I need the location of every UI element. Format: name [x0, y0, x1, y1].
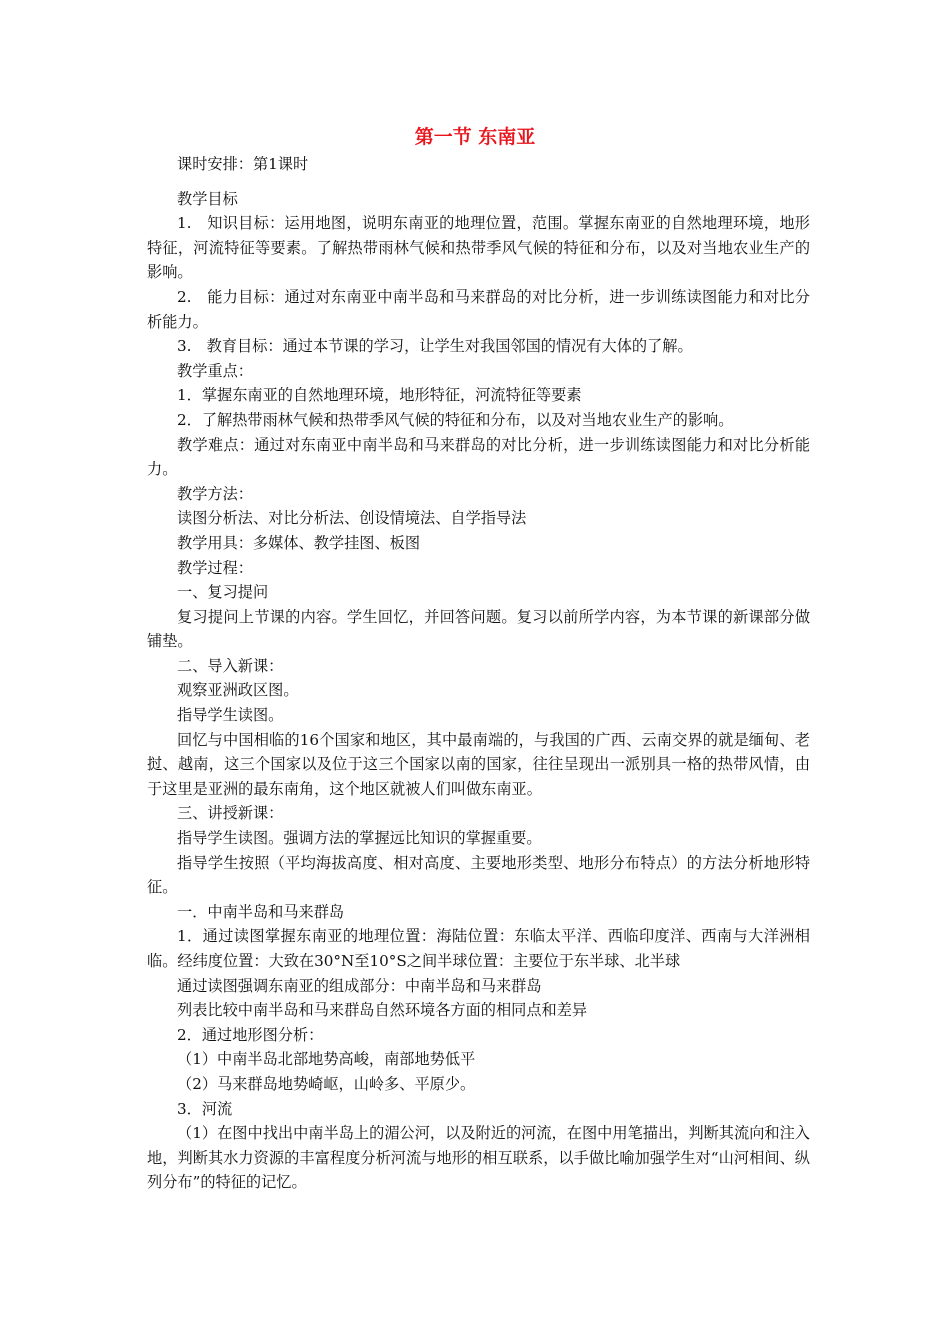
- paragraph: 教学重点：: [177, 361, 253, 380]
- paragraph: 列表比较中南半岛和马来群岛自然环境各方面的相同点和差异: [177, 1001, 588, 1020]
- paragraph: 三、讲授新课：: [177, 804, 284, 823]
- paragraph: 指导学生按照（平均海拔高度、相对高度、主要地形类型、地形分布特点）的方法分析地形特征。: [147, 853, 810, 897]
- paragraph: 一．中南半岛和马来群岛: [177, 902, 345, 921]
- paragraph: （2）马来群岛地势崎岖，山岭多、平原少。: [177, 1074, 476, 1093]
- paragraph: 1. 知识目标：运用地图，说明东南亚的地理位置，范围。掌握东南亚的自然地理环境，地形特征，河流特征等要素。了解热带雨林气候和热带季风气候的特征和分布，以及对当地农业生产的影响。: [147, 214, 810, 282]
- paragraph: 教学方法：: [177, 484, 253, 503]
- paragraph: 二、导入新课：: [177, 656, 284, 675]
- paragraph: 读图分析法、对比分析法、创设情境法、自学指导法: [177, 509, 527, 528]
- paragraph: 1．通过读图掌握东南亚的地理位置：海陆位置：东临太平洋、西临印度洋、西南与大洋洲相临。经纬度位置：大致在30°N至10°S之间半球位置：主要位于东半球、北半球: [147, 927, 810, 970]
- paragraph: 教学过程：: [177, 558, 253, 577]
- paragraph: 观察亚洲政区图。: [177, 681, 299, 700]
- paragraph: 3．河流: [177, 1099, 233, 1118]
- paragraph: 回忆与中国相临的16个国家和地区，其中最南端的，与我国的广西、云南交界的就是缅甸、老挝、越南，这三个国家以及位于这三个国家以南的国家，往往呈现出一派别具一格的热带风情，由于这里是亚洲的最东南角，这个地区就被人们叫做东南亚。: [147, 730, 810, 798]
- paragraph: 通过读图强调东南亚的组成部分：中南半岛和马来群岛: [177, 976, 542, 995]
- paragraph: 3. 教育目标：通过本节课的学习，让学生对我国邻国的情况有大体的了解。: [177, 337, 693, 356]
- document-body: [147, 152, 810, 1195]
- paragraph: （1）在图中找出中南半岛上的湄公河，以及附近的河流，在图中用笔描出，判断其流向和注入地，判断其水力资源的丰富程度分析河流与地形的相互联系，以手做比喻加强学生对“山河相间、纵列分布”的特征的记忆。: [147, 1124, 810, 1192]
- page-title: 第一节 东南亚: [414, 126, 536, 148]
- paragraph: 教学目标: [177, 189, 238, 208]
- paragraph: 2. 能力目标：通过对东南亚中南半岛和马来群岛的对比分析，进一步训练读图能力和对比分析能力。: [147, 287, 810, 331]
- paragraph: 教学难点：通过对东南亚中南半岛和马来群岛的对比分析，进一步训练读图能力和对比分析能力。: [147, 435, 810, 479]
- paragraph: 1．掌握东南亚的自然地理环境，地形特征，河流特征等要素: [177, 386, 582, 405]
- paragraph: 2．通过地形图分析：: [177, 1025, 324, 1044]
- paragraph: 2．了解热带雨林气候和热带季风气候的特征和分布，以及对当地农业生产的影响。: [177, 410, 734, 429]
- paragraph: 教学用具：多媒体、教学挂图、板图: [177, 533, 420, 552]
- paragraph: 一、复习提问: [177, 583, 269, 602]
- paragraph: 指导学生读图。: [177, 706, 284, 725]
- paragraph: 指导学生读图。强调方法的掌握远比知识的掌握重要。: [177, 829, 542, 848]
- paragraph: （1）中南半岛北部地势高峻，南部地势低平: [177, 1050, 476, 1069]
- paragraph: 课时安排：第1课时: [177, 155, 309, 173]
- paragraph: 复习提问上节课的内容。学生回忆，并回答问题。复习以前所学内容，为本节课的新课部分做铺垫。: [147, 607, 810, 651]
